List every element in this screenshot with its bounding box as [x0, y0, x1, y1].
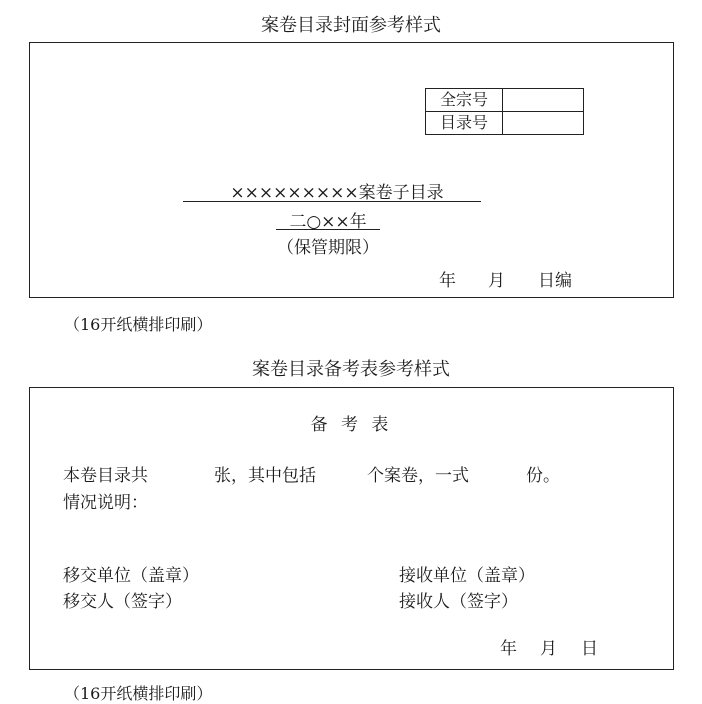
remarks-date-year: 年 [500, 639, 517, 659]
fonds-number-value [503, 89, 584, 112]
summary-part-4: 份。 [526, 466, 560, 486]
summary-part-1: 本卷目录共 [63, 466, 148, 486]
cover-print-note: （16开纸横排印刷） [64, 315, 213, 334]
remarks-print-note: （16开纸横排印刷） [64, 684, 213, 703]
transfer-unit-label: 移交单位（盖章） [63, 566, 199, 586]
table-row [426, 89, 584, 112]
cover-date-month: 月 [488, 271, 505, 291]
table-row [426, 112, 584, 135]
catalog-title: ×××××××××案卷子目录 [230, 183, 444, 203]
cover-year-underline [276, 229, 380, 230]
receive-person-label: 接收人（签字） [399, 592, 518, 612]
transfer-person-label: 移交人（签字） [63, 592, 182, 612]
retention-period: （保管期限） [277, 238, 379, 258]
situation-label: 情况说明： [63, 493, 148, 513]
remarks-frame [29, 387, 674, 670]
remarks-form-title: 备 考 表 [310, 415, 393, 435]
cover-frame [29, 42, 674, 298]
cover-date-year: 年 [439, 271, 456, 291]
summary-part-2: 张，其中包括 [214, 466, 316, 486]
remarks-section-title: 案卷目录备考表参考样式 [252, 359, 450, 380]
cover-year: 二○××年 [289, 212, 367, 232]
remarks-date-day: 日 [581, 639, 598, 659]
fonds-number-label: 全宗号 [426, 89, 503, 112]
receive-unit-label: 接收单位（盖章） [399, 566, 535, 586]
fonds-number-table [425, 88, 584, 135]
catalog-number-label: 目录号 [426, 112, 503, 135]
catalog-number-value [503, 112, 584, 135]
catalog-title-underline [183, 201, 481, 202]
cover-date-day: 日编 [538, 271, 572, 291]
remarks-date-month: 月 [540, 639, 557, 659]
summary-part-3: 个案卷，一式 [367, 466, 469, 486]
cover-section-title: 案卷目录封面参考样式 [261, 15, 441, 36]
